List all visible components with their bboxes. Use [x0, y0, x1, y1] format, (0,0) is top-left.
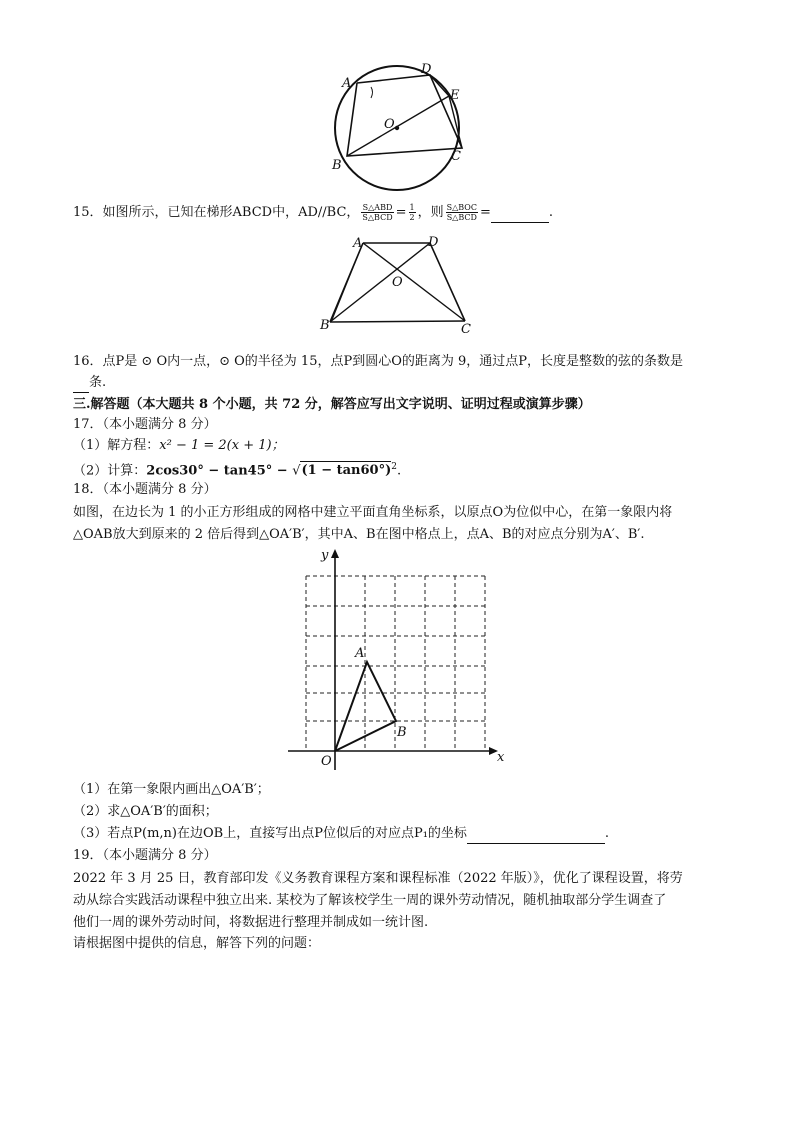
question-15: 15．如图所示，已知在梯形ABCD中，AD//BC， $\frac{\text{S△ABD}}{\text{S△BCD}}$ = $\frac{1}{2}$ ，则 $\frac{\text{S△BOC}}{\text{S△BCD}}$ = . [73, 203, 554, 222]
question-17-part-2: （2）计算：$2\cos 30^\circ - \tan 45^\circ - √(1 - \tan 60^\circ)^2$. [73, 462, 402, 479]
question-18-part-2: （2）求△OA′B′的面积； [73, 804, 218, 819]
question-19-line-4: 请根据图中提供的信息，解答下列的问题： [73, 936, 321, 951]
point-label-c: C [451, 149, 461, 164]
question-17-part-1: （1）解方程：x² − 1 = 2(x + 1)； [73, 438, 285, 453]
question-19-line-2: 动从综合实践活动课程中独立出来. 某校为了解该校学生一周的课外劳动情况，随机抽取部分学生调查了 [73, 893, 667, 908]
question-19-line-3: 他们一周的课外劳动时间，将数据进行整理并制成如一统计图. [73, 915, 429, 930]
grid-point-a: A [355, 646, 365, 661]
trap-label-a: A [353, 236, 363, 251]
answer-blank-15[interactable] [491, 204, 549, 223]
trap-label-o: O [392, 275, 403, 290]
coordinate-grid-figure [285, 545, 515, 770]
question-18-part-1: （1）在第一象限内画出△OA′B′； [73, 782, 270, 797]
point-label-e: E [450, 88, 460, 103]
section-3-heading: 三.解答题（本大题共 8 个小题，共 72 分，解答应写出文字说明、证明过程或演算步骤） [73, 397, 591, 412]
circle-figure [325, 58, 475, 198]
grid-point-b: B [397, 725, 407, 740]
axis-label-y: y [321, 548, 329, 563]
question-18-desc-1: 如图，在边长为 1 的小正方形组成的网格中建立平面直角坐标系，以原点O为位似中心，在第一象限内将 [73, 505, 673, 520]
question-18-desc-2: △OAB放大到原来的 2 倍后得到△OA′B′，其中A、B在图中格点上，点A、B的对应点分别为A′、B′. [73, 527, 645, 542]
origin-label: O [321, 754, 332, 769]
answer-blank-16[interactable] [73, 374, 89, 393]
question-17-head: 17．（本小题满分 8 分） [73, 417, 217, 432]
question-16-line-2: 条. [73, 374, 106, 393]
answer-blank-18[interactable] [467, 825, 605, 844]
axis-label-x: x [497, 750, 505, 765]
question-18-part-3: （3）若点P(m,n)在边OB上，直接写出点P位似后的对应点P₁的坐标 . [73, 825, 609, 844]
trapezoid-figure [318, 236, 488, 336]
question-18-head: 18．（本小题满分 8 分） [73, 482, 217, 497]
point-label-o: O [384, 117, 395, 132]
trap-label-d: D [428, 236, 439, 250]
point-label-b: B [332, 158, 342, 173]
point-label-d: D [421, 62, 432, 77]
question-16-line-1: 16．点P是 ⊙ O内一点，⊙ O的半径为 15，点P到圆心O的距离为 9，通过点P，长度是整数的弦的条数是 [73, 354, 684, 369]
trap-label-b: B [320, 318, 330, 333]
question-19-head: 19．（本小题满分 8 分） [73, 848, 217, 863]
point-label-a: A [342, 76, 352, 91]
question-19-line-1: 2022 年 3 月 25 日，教育部印发《义务教育课程方案和课程标准（2022 年版）》，优化了课程设置，将劳 [73, 871, 683, 886]
trap-label-c: C [461, 322, 471, 336]
